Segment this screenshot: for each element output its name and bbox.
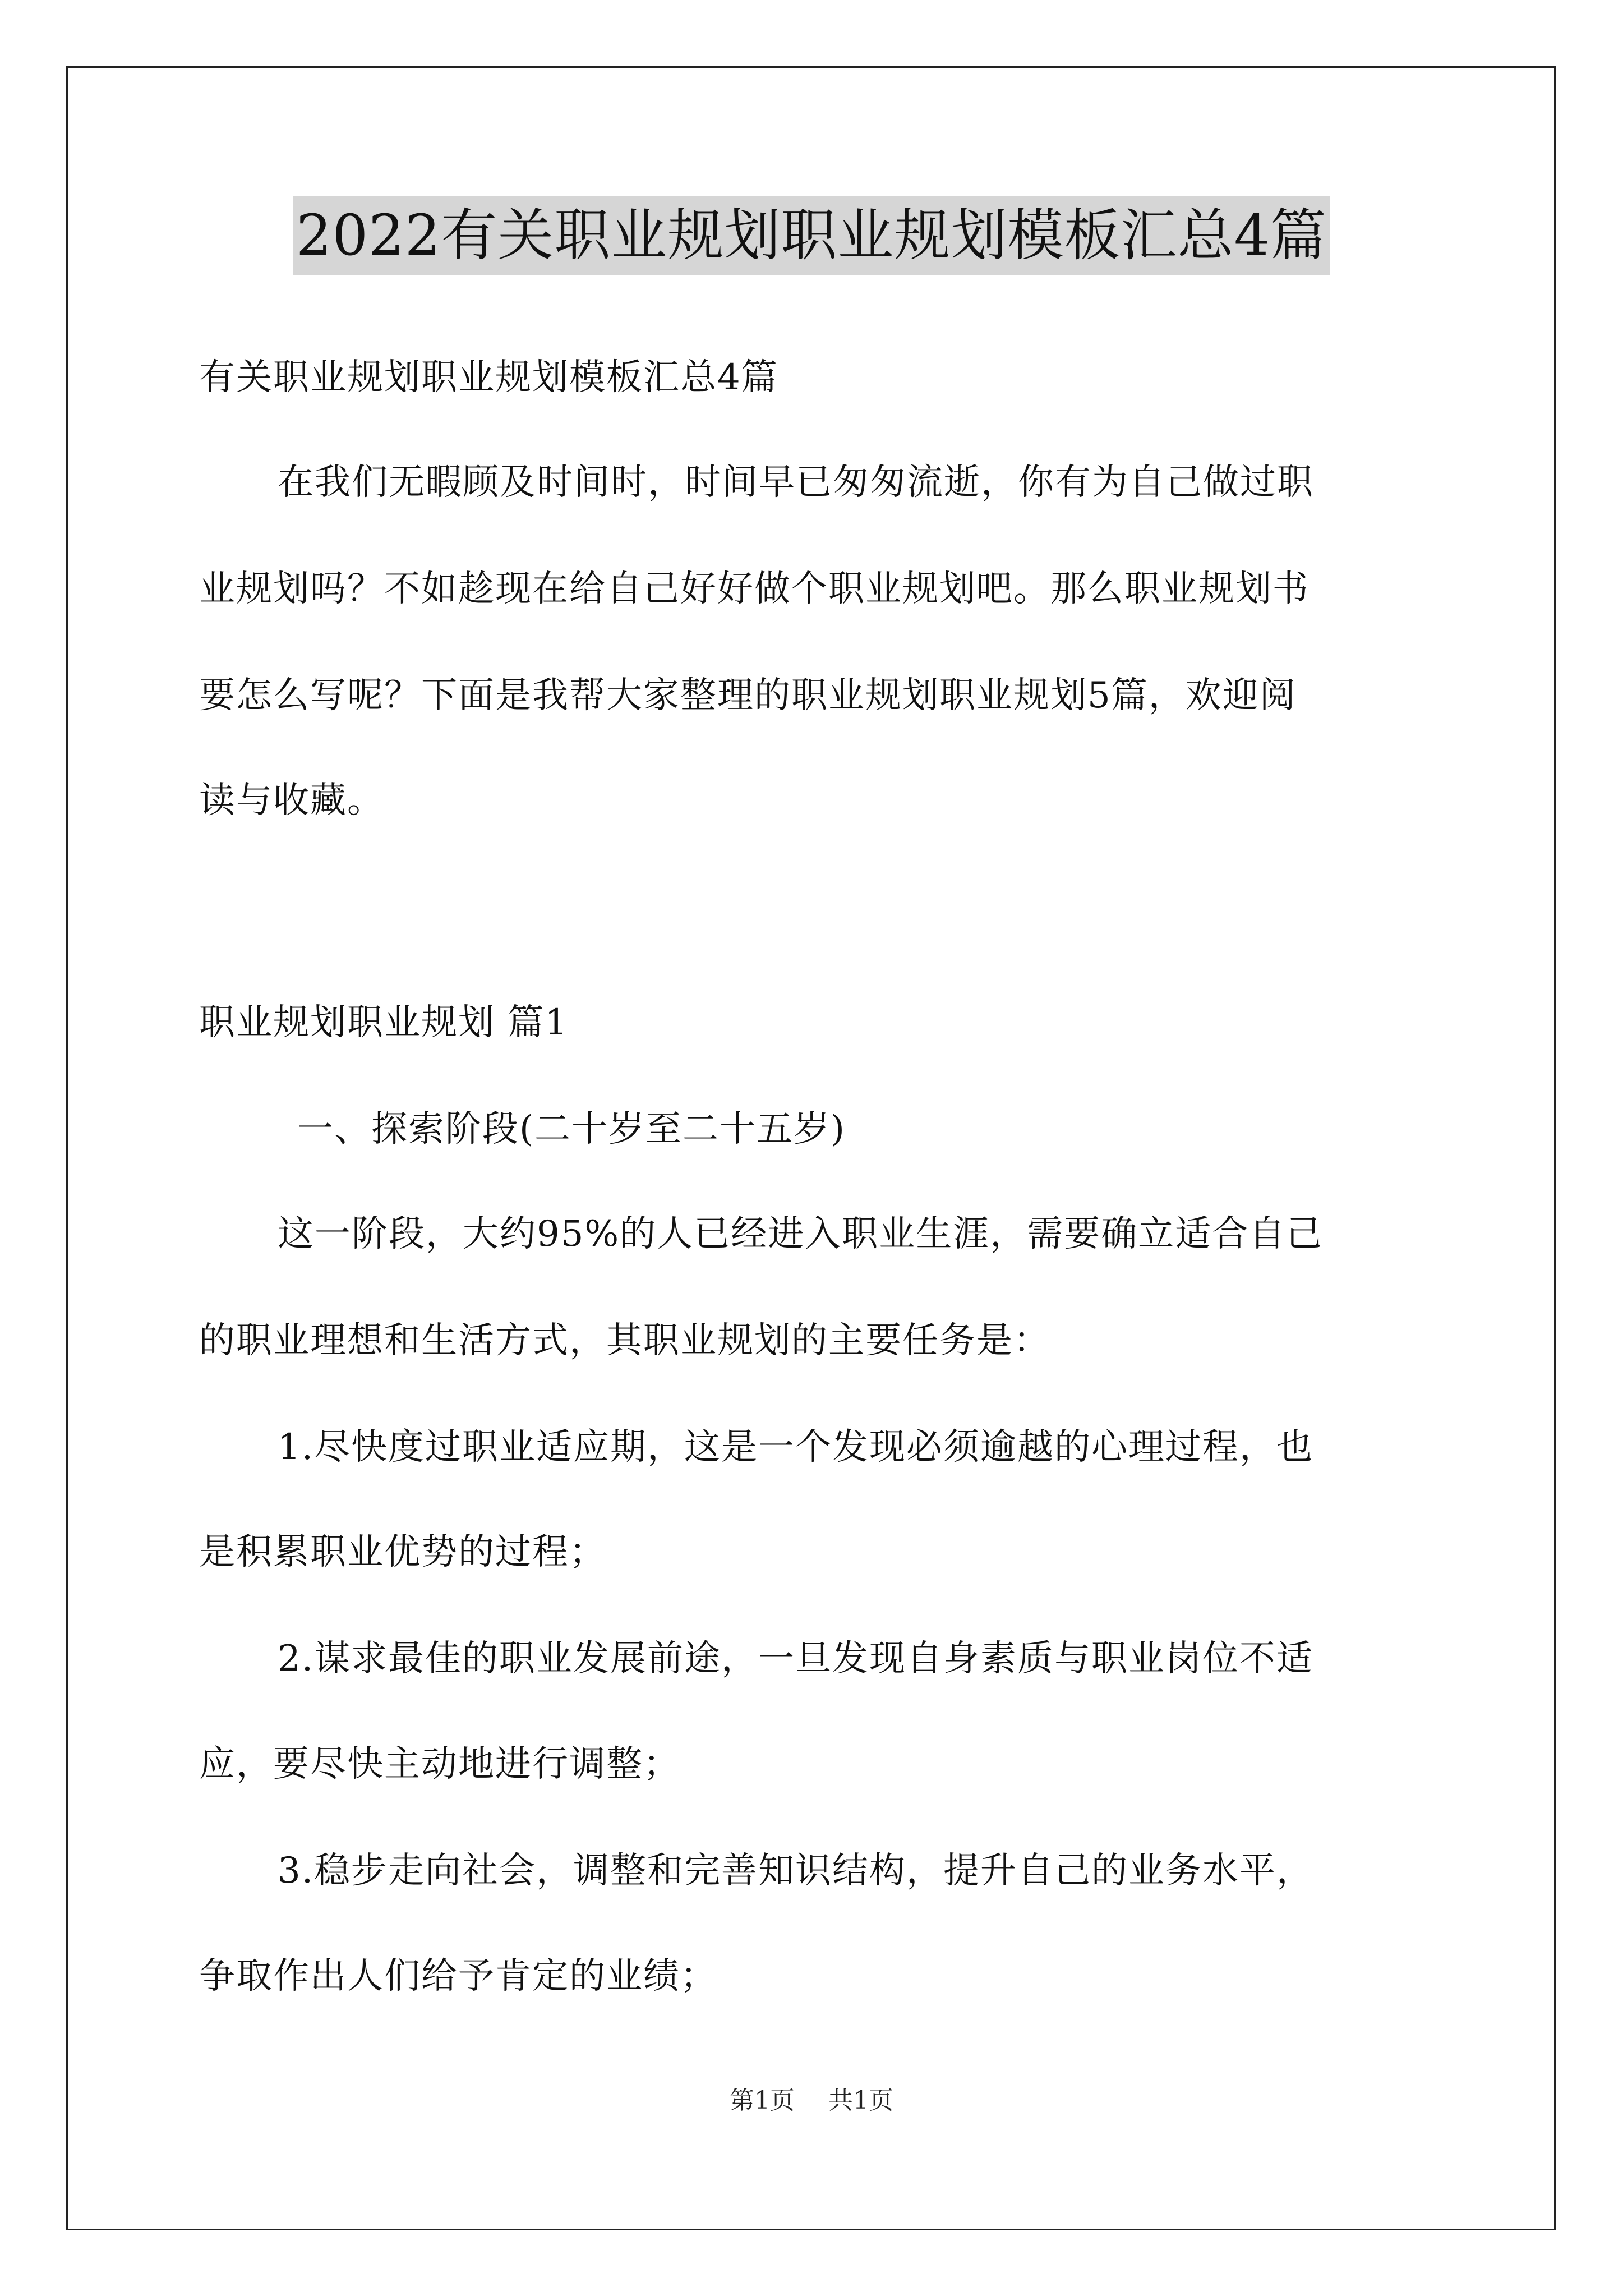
section-heading: 职业规划职业规划 篇1 [199, 1002, 569, 1043]
body-line-6: 应，要尽快主动地进行调整； [199, 1743, 680, 1785]
title-container [0, 196, 1623, 275]
body-line-3: 1.尽快度过职业适应期，这是一个发现必须逾越的心理过程，也 [278, 1427, 1314, 1468]
body-line-1: 这一阶段，大约95%的人已经进入职业生涯，需要确立适合自己 [278, 1213, 1324, 1255]
body-line-2: 的职业理想和生活方式，其职业规划的主要任务是： [199, 1320, 1050, 1361]
page-total: 共1页 [828, 2086, 893, 2115]
intro-line-2: 业规划吗？不如趁现在给自己好好做个职业规划吧。那么职业规划书 [199, 568, 1310, 610]
document-title: 2022有关职业规划职业规划模板汇总4篇 [293, 196, 1330, 275]
document-subtitle: 有关职业规划职业规划模板汇总4篇 [199, 357, 778, 398]
body-line-4: 是积累职业优势的过程； [199, 1531, 606, 1573]
body-line-7: 3.稳步走向社会，调整和完善知识结构，提升自己的业务水平， [278, 1850, 1314, 1892]
stage-heading: 一、探索阶段(二十岁至二十五岁) [297, 1108, 846, 1150]
intro-line-4: 读与收藏。 [199, 780, 384, 821]
body-line-8: 争取作出人们给予肯定的业绩； [199, 1955, 717, 1997]
page-number: 第1页 [730, 2086, 795, 2115]
intro-line-1: 在我们无暇顾及时间时，时间早已匆匆流逝，你有为自己做过职 [278, 462, 1314, 503]
body-line-5: 2.谋求最佳的职业发展前途，一旦发现自身素质与职业岗位不适 [278, 1638, 1314, 1680]
intro-line-3: 要怎么写呢？下面是我帮大家整理的职业规划职业规划5篇，欢迎阅 [199, 675, 1297, 716]
page-footer [0, 2084, 1623, 2118]
